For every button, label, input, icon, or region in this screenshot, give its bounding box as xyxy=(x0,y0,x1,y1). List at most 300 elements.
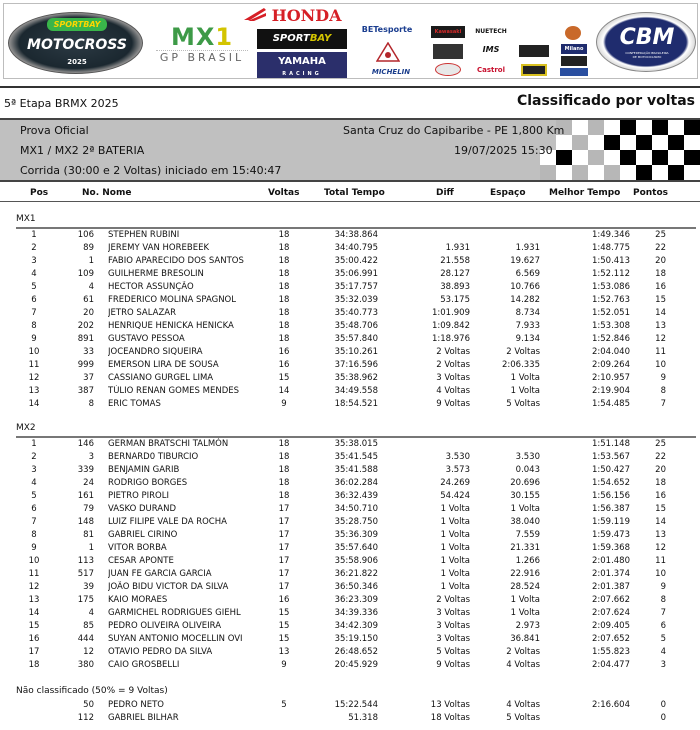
cell-name: GABRIEL CIRINO xyxy=(108,530,178,540)
cell-name: ERIC TOMAS xyxy=(108,399,161,409)
cell-total: 35:58.906 xyxy=(334,556,378,566)
cell-pos: 6 xyxy=(31,504,37,514)
cell-no: 79 xyxy=(83,504,94,514)
cell-gap: 19.627 xyxy=(510,256,540,266)
cell-laps: 13 xyxy=(278,647,290,657)
cell-laps: 15 xyxy=(278,634,290,644)
cell-best: 2:10.957 xyxy=(591,373,630,383)
result-row xyxy=(0,581,700,594)
cell-diff: 1:09.842 xyxy=(431,321,470,331)
cell-pos: 1 xyxy=(31,439,37,449)
cell-best: 2:01.374 xyxy=(591,569,630,579)
cell-gap: 1.931 xyxy=(515,243,540,253)
cell-gap: 1 Volta xyxy=(510,595,540,605)
cell-name: VITOR BORBA xyxy=(108,543,167,553)
cell-gap: 20.696 xyxy=(510,478,540,488)
cell-no: 202 xyxy=(77,321,94,331)
sponsor-nuetech: NUETECH xyxy=(475,28,507,35)
cell-pts: 12 xyxy=(655,334,666,344)
cell-name: JEREMY VAN HOREBEEK xyxy=(108,243,210,253)
cell-total: 35:57.840 xyxy=(334,334,378,344)
header-laps: Voltas xyxy=(268,188,300,198)
flag-square xyxy=(556,135,572,150)
flag-square xyxy=(668,135,684,150)
cell-best: 2:09.405 xyxy=(591,621,630,631)
cell-pos: 18 xyxy=(28,660,40,670)
cell-total: 26:48.652 xyxy=(334,647,378,657)
cell-best: 2:01.480 xyxy=(591,556,630,566)
cell-total: 35:19.150 xyxy=(334,634,378,644)
header-pos: Pos xyxy=(30,188,49,198)
cell-pts: 5 xyxy=(660,634,666,644)
cell-best: 2:07.624 xyxy=(591,608,630,618)
cell-laps: 18 xyxy=(278,256,290,266)
cell-name: HENRIQUE HENICKA HENICKA xyxy=(108,321,234,331)
cell-best: 2:04.477 xyxy=(591,660,630,670)
race-info-box xyxy=(0,118,700,182)
cell-diff: 2 Voltas xyxy=(436,360,470,370)
sponsor-logo-4 xyxy=(519,26,549,38)
flag-square xyxy=(636,120,652,135)
cell-gap: 1 Volta xyxy=(510,386,540,396)
cell-total: 35:10.261 xyxy=(334,347,378,357)
race-datetime: 19/07/2025 15:30 xyxy=(454,144,553,157)
cell-gap: 1.266 xyxy=(515,556,540,566)
cell-diff: 13 Voltas xyxy=(430,700,470,710)
cell-total: 35:36.309 xyxy=(334,530,378,540)
result-row xyxy=(0,346,700,359)
sponsor-logo-2 xyxy=(433,44,463,59)
cell-total: 35:32.039 xyxy=(334,295,378,305)
cell-pos: 13 xyxy=(28,386,40,396)
cell-total: 34:50.710 xyxy=(334,504,378,514)
cell-diff: 1 Volta xyxy=(440,582,470,592)
cell-diff: 3 Voltas xyxy=(436,621,470,631)
honda-wing-icon xyxy=(244,8,266,22)
cell-pos: 17 xyxy=(28,647,40,657)
cell-diff: 28.127 xyxy=(440,269,470,279)
result-row xyxy=(0,490,700,503)
cell-name: SUYAN ANTONIO MOCELLIN OVI xyxy=(108,634,243,644)
cell-diff: 1 Volta xyxy=(440,569,470,579)
cell-laps: 15 xyxy=(278,608,290,618)
cell-gap: 10.766 xyxy=(510,282,540,292)
cell-pos: 12 xyxy=(28,373,40,383)
section-title-mx2: MX2 xyxy=(16,423,36,433)
cell-no: 1 xyxy=(88,543,94,553)
cell-pts: 7 xyxy=(660,399,666,409)
cell-pts: 0 xyxy=(660,713,666,723)
sponsor-logo-8 xyxy=(561,56,587,66)
cell-name: EMERSON LIRA DE SOUSA xyxy=(108,360,219,370)
flag-square xyxy=(572,150,588,165)
result-row xyxy=(0,229,700,242)
result-row xyxy=(0,529,700,542)
cbm-logo: CBM CONFEDERAÇÃO BRASILEIRA DE MOTOCICLISMO xyxy=(596,12,696,72)
cell-laps: 15 xyxy=(278,621,290,631)
cell-best: 1:56.156 xyxy=(591,491,630,501)
cell-total: 35:06.991 xyxy=(334,269,378,279)
cell-diff: 1 Volta xyxy=(440,504,470,514)
cell-best: 2:01.387 xyxy=(591,582,630,592)
cell-gap: 9.134 xyxy=(515,334,540,344)
cell-diff: 24.269 xyxy=(440,478,470,488)
cell-pos: 12 xyxy=(28,582,40,592)
result-row xyxy=(0,542,700,555)
cell-gap: 5 Voltas xyxy=(506,713,540,723)
cell-pos: 5 xyxy=(31,491,37,501)
flag-square xyxy=(604,135,620,150)
cell-pos: 5 xyxy=(31,282,37,292)
not-classified-title: Não classificado (50% = 9 Voltas) xyxy=(16,686,168,696)
sponsor-logo-9 xyxy=(560,68,588,76)
cell-best: 1:52.763 xyxy=(591,295,630,305)
cell-diff: 1:01.909 xyxy=(431,308,470,318)
cell-diff: 1.931 xyxy=(445,243,470,253)
cell-best: 1:51.148 xyxy=(591,439,630,449)
cell-name: RODRIGO BORGES xyxy=(108,478,188,488)
cell-name: CESAR APONTE xyxy=(108,556,174,566)
cell-laps: 18 xyxy=(278,230,290,240)
header-best-time: Melhor Tempo xyxy=(549,188,621,198)
sportbay-logo: SPORTBAY xyxy=(257,29,347,49)
result-row xyxy=(0,620,700,633)
flag-square xyxy=(668,150,684,165)
cell-name: BENJAMIN GARIB xyxy=(108,465,180,475)
cell-pos: 15 xyxy=(28,621,40,631)
result-row xyxy=(0,242,700,255)
cell-no: 161 xyxy=(77,491,94,501)
cell-best: 2:09.264 xyxy=(591,360,630,370)
cell-pts: 14 xyxy=(655,517,666,527)
flag-square xyxy=(684,165,700,180)
cell-no: 148 xyxy=(77,517,94,527)
cell-total: 36:32.439 xyxy=(334,491,378,501)
cell-best: 1:48.775 xyxy=(591,243,630,253)
triangle-logo-icon xyxy=(376,42,400,62)
cell-pts: 10 xyxy=(655,360,666,370)
flag-square xyxy=(620,150,636,165)
cell-name: KAIO MORAES xyxy=(108,595,168,605)
cell-laps: 18 xyxy=(278,439,290,449)
cell-name: OTAVIO PEDRO DA SILVA xyxy=(108,647,213,657)
mx1-logo-one: 1 xyxy=(215,23,234,51)
flag-square xyxy=(620,165,636,180)
cell-best: 1:52.846 xyxy=(591,334,630,344)
race-category: MX1 / MX2 2ª BATERIA xyxy=(20,144,145,157)
cell-pos: 10 xyxy=(28,347,40,357)
cell-total: 36:50.346 xyxy=(334,582,378,592)
cell-gap: 6.569 xyxy=(515,269,540,279)
event-name: 5ª Etapa BRMX 2025 xyxy=(4,97,119,110)
flag-square xyxy=(572,135,588,150)
cell-pos: 8 xyxy=(31,530,37,540)
flag-square xyxy=(620,135,636,150)
cell-no: 387 xyxy=(77,386,94,396)
cell-no: 146 xyxy=(77,439,94,449)
cell-best: 2:07.652 xyxy=(591,634,630,644)
cell-gap: 4 Voltas xyxy=(506,700,540,710)
cell-pos: 9 xyxy=(31,334,37,344)
sponsor-banner xyxy=(3,3,698,79)
cell-name: JOÃO BIDU VICTOR DA SILVA xyxy=(108,582,229,592)
cell-pts: 13 xyxy=(655,321,666,331)
cell-no: 8 xyxy=(88,399,94,409)
cell-laps: 17 xyxy=(278,543,290,553)
cell-name: PEDRO OLIVEIRA OLIVEIRA xyxy=(108,621,222,631)
cell-diff: 53.175 xyxy=(440,295,470,305)
cell-total: 35:38.015 xyxy=(334,439,378,449)
flag-square xyxy=(636,135,652,150)
cell-pos: 6 xyxy=(31,295,37,305)
cell-pos: 14 xyxy=(28,608,40,618)
cell-gap: 21.331 xyxy=(510,543,540,553)
cell-name: LUIZ FILIPE VALE DA ROCHA xyxy=(108,517,227,527)
cell-no: 61 xyxy=(83,295,94,305)
cell-gap: 2 Voltas xyxy=(506,647,540,657)
cell-best: 1:54.652 xyxy=(591,478,630,488)
cell-pts: 15 xyxy=(655,504,666,514)
cell-total: 36:21.822 xyxy=(334,569,378,579)
header-points: Pontos xyxy=(633,188,669,198)
cell-laps: 18 xyxy=(278,295,290,305)
brmx-logo xyxy=(8,12,143,74)
cell-pts: 10 xyxy=(655,569,666,579)
result-row xyxy=(0,281,700,294)
cell-name: GUILHERME BRESOLIN xyxy=(108,269,204,279)
flag-square xyxy=(652,165,668,180)
cell-name: JETRO SALAZAR xyxy=(108,308,177,318)
cell-laps: 18 xyxy=(278,478,290,488)
sponsor-castrol: Castrol xyxy=(476,66,506,74)
not-classified-row xyxy=(0,712,700,725)
cell-laps: 18 xyxy=(278,243,290,253)
result-row xyxy=(0,307,700,320)
cell-no: 175 xyxy=(77,595,94,605)
cell-best: 1:59.473 xyxy=(591,530,630,540)
cell-pts: 15 xyxy=(655,295,666,305)
cell-pts: 8 xyxy=(660,595,666,605)
cell-gap: 36.841 xyxy=(510,634,540,644)
result-row xyxy=(0,464,700,477)
cell-best: 2:07.662 xyxy=(591,595,630,605)
cell-name: CASSIANO GURGEL LIMA xyxy=(108,373,214,383)
cell-diff: 1 Volta xyxy=(440,543,470,553)
flag-square xyxy=(588,150,604,165)
race-type: Prova Oficial xyxy=(20,124,89,137)
cell-gap: 8.734 xyxy=(515,308,540,318)
cell-name: TÚLIO RENAN GOMES MENDES xyxy=(108,386,240,396)
cell-gap: 1 Volta xyxy=(510,373,540,383)
cell-laps: 18 xyxy=(278,269,290,279)
cell-gap: 2 Voltas xyxy=(506,347,540,357)
sponsor-betesporte: BETesporte xyxy=(361,25,413,34)
cell-no: 112 xyxy=(77,713,94,723)
sponsor-ims: IMS xyxy=(482,45,500,54)
cell-no: 444 xyxy=(77,634,94,644)
cell-total: 36:23.309 xyxy=(334,595,378,605)
cell-pos: 16 xyxy=(28,634,40,644)
honda-logo: HONDA xyxy=(244,7,364,25)
cell-pts: 0 xyxy=(660,700,666,710)
brmx-logo-year: 2025 xyxy=(67,58,87,66)
cell-laps: 18 xyxy=(278,321,290,331)
cell-name: GERMAN BRATSCHI TALMÓN xyxy=(108,439,229,449)
cell-laps: 16 xyxy=(278,347,290,357)
result-row xyxy=(0,607,700,620)
sponsor-logo-7 xyxy=(565,26,581,40)
cell-pts: 16 xyxy=(655,282,666,292)
cell-total: 35:48.706 xyxy=(334,321,378,331)
cell-total: 35:41.588 xyxy=(334,465,378,475)
cell-gap: 1 Volta xyxy=(510,504,540,514)
cell-diff: 1 Volta xyxy=(440,530,470,540)
cell-gap: 2.973 xyxy=(515,621,540,631)
cell-laps: 18 xyxy=(278,282,290,292)
cell-no: 891 xyxy=(77,334,94,344)
race-start-info: Corrida (30:00 e 2 Voltas) iniciado em 15:40:47 xyxy=(20,164,282,177)
cell-laps: 17 xyxy=(278,530,290,540)
cell-total: 34:39.336 xyxy=(334,608,378,618)
cell-gap: 28.524 xyxy=(510,582,540,592)
yamaha-racing-logo: YAMAHA RACING xyxy=(257,52,347,79)
header-no-name: No. Nome xyxy=(82,188,132,198)
cell-best: 1:56.387 xyxy=(591,504,630,514)
cell-laps: 17 xyxy=(278,517,290,527)
cell-pos: 4 xyxy=(31,269,37,279)
cell-best: 1:52.051 xyxy=(591,308,630,318)
cell-name: BERNARD0 TIBURCIO xyxy=(108,452,199,462)
cell-best: 2:16.604 xyxy=(591,700,630,710)
cell-diff: 9 Voltas xyxy=(436,660,470,670)
flag-square xyxy=(604,165,620,180)
cell-name: VASKO DURAND xyxy=(108,504,177,514)
cell-no: 1 xyxy=(88,256,94,266)
result-row xyxy=(0,438,700,451)
cell-pts: 9 xyxy=(660,373,666,383)
sponsor-logo-3 xyxy=(435,63,461,76)
result-row xyxy=(0,398,700,411)
cell-laps: 16 xyxy=(278,595,290,605)
cell-total: 34:40.795 xyxy=(334,243,378,253)
flag-square xyxy=(540,165,556,180)
flag-square xyxy=(652,120,668,135)
cell-best: 2:19.904 xyxy=(591,386,630,396)
cell-best: 1:53.308 xyxy=(591,321,630,331)
result-row xyxy=(0,333,700,346)
cell-gap: 30.155 xyxy=(510,491,540,501)
cell-name: JUAN FE GARCIA GARCIA xyxy=(108,569,212,579)
cell-diff: 3.530 xyxy=(445,452,470,462)
sponsor-milano: Milano xyxy=(561,44,587,54)
cell-pts: 14 xyxy=(655,308,666,318)
cell-no: 517 xyxy=(77,569,94,579)
cell-laps: 17 xyxy=(278,582,290,592)
cell-total: 35:41.545 xyxy=(334,452,378,462)
cell-gap: 7.559 xyxy=(515,530,540,540)
cell-diff: 2 Voltas xyxy=(436,595,470,605)
cell-gap: 22.916 xyxy=(510,569,540,579)
result-row xyxy=(0,255,700,268)
cell-pts: 18 xyxy=(655,478,666,488)
flag-square xyxy=(668,165,684,180)
cell-pts: 11 xyxy=(655,556,666,566)
cell-best: 1:59.368 xyxy=(591,543,630,553)
result-row xyxy=(0,659,700,672)
cell-gap: 4 Voltas xyxy=(506,660,540,670)
result-row xyxy=(0,594,700,607)
cell-best: 2:04.040 xyxy=(591,347,630,357)
cell-pts: 3 xyxy=(660,660,666,670)
cell-name: GABRIEL BILHAR xyxy=(108,713,179,723)
cell-total: 51.318 xyxy=(348,713,378,723)
mx1-logo-sub: GP BRASIL xyxy=(156,50,248,65)
cell-pos: 3 xyxy=(31,465,37,475)
cell-no: 20 xyxy=(83,308,94,318)
cell-no: 81 xyxy=(83,530,94,540)
cell-pos: 11 xyxy=(28,360,40,370)
cell-pts: 22 xyxy=(655,452,666,462)
cell-no: 339 xyxy=(77,465,94,475)
cell-no: 109 xyxy=(77,269,94,279)
cell-no: 39 xyxy=(83,582,94,592)
cell-diff: 1 Volta xyxy=(440,517,470,527)
section-title-mx1: MX1 xyxy=(16,214,36,224)
cell-gap: 2:06.335 xyxy=(501,360,540,370)
cell-pts: 11 xyxy=(655,347,666,357)
flag-square xyxy=(556,165,572,180)
cell-pts: 8 xyxy=(660,386,666,396)
title-row xyxy=(0,86,700,116)
cell-no: 106 xyxy=(77,230,94,240)
cell-laps: 17 xyxy=(278,569,290,579)
sponsor-michelin: MICHELIN xyxy=(371,68,411,76)
cell-laps: 9 xyxy=(281,660,287,670)
cell-best: 1:59.119 xyxy=(591,517,630,527)
result-row xyxy=(0,477,700,490)
cell-gap: 7.933 xyxy=(515,321,540,331)
cell-diff: 4 Voltas xyxy=(436,386,470,396)
cell-best: 1:49.346 xyxy=(591,230,630,240)
cell-laps: 14 xyxy=(278,386,290,396)
cell-total: 35:38.962 xyxy=(334,373,378,383)
cell-name: CAIO GROSBELLI xyxy=(108,660,180,670)
cell-name: STEPHEN RUBINI xyxy=(108,230,180,240)
cell-no: 999 xyxy=(77,360,94,370)
flag-square xyxy=(668,120,684,135)
result-row xyxy=(0,633,700,646)
cell-pos: 7 xyxy=(31,308,37,318)
result-row xyxy=(0,372,700,385)
cell-laps: 5 xyxy=(281,700,287,710)
cell-best: 1:55.823 xyxy=(591,647,630,657)
cell-name: PIETRO PIROLI xyxy=(108,491,169,501)
cell-diff: 21.558 xyxy=(440,256,470,266)
flag-square xyxy=(572,165,588,180)
cell-pos: 2 xyxy=(31,243,37,253)
cell-diff: 2 Voltas xyxy=(436,347,470,357)
cell-pos: 2 xyxy=(31,452,37,462)
cell-no: 24 xyxy=(83,478,94,488)
cell-pos: 14 xyxy=(28,399,40,409)
cell-name: GARMICHEL RODRIGUES GIEHL xyxy=(108,608,241,618)
cell-pos: 3 xyxy=(31,256,37,266)
cell-total: 34:49.558 xyxy=(334,386,378,396)
cell-no: 3 xyxy=(88,452,94,462)
cell-best: 1:52.112 xyxy=(591,269,630,279)
cell-pts: 16 xyxy=(655,491,666,501)
cell-best: 1:50.413 xyxy=(591,256,630,266)
